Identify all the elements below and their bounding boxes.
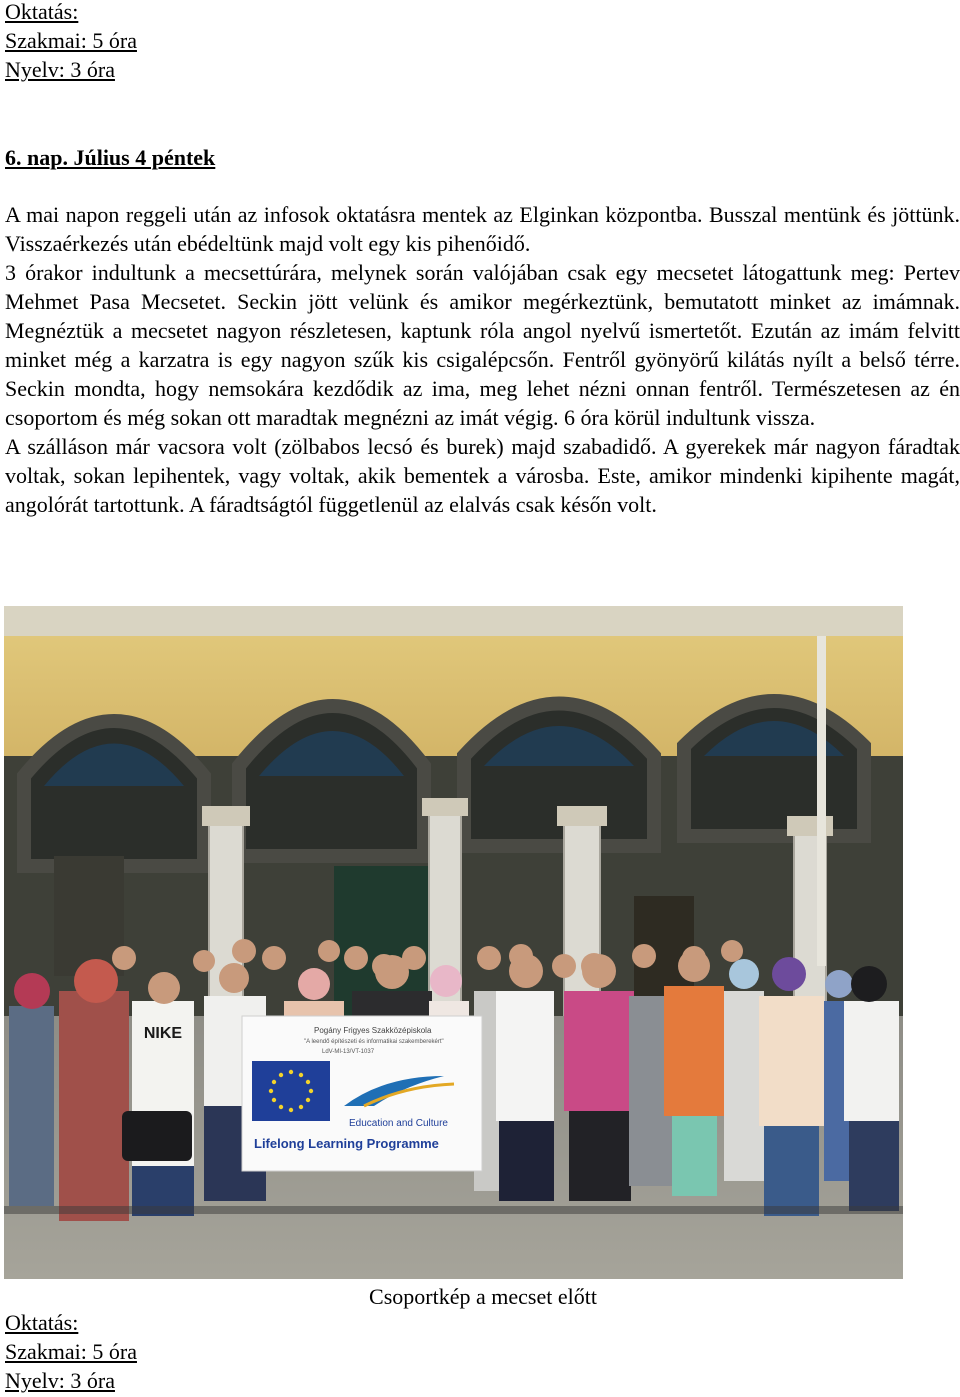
banner-school: Pogány Frigyes Szakközépiskola — [314, 1026, 432, 1035]
shirt-text: NIKE — [143, 1025, 183, 1042]
day-heading: 6. nap. Július 4 péntek — [5, 145, 216, 170]
paragraph-2: 3 órakor indultunk a mecsettúrára, melynek során valójában csak egy mecsetet látogattunk meg: Pertev Mehmet Pasa Mecsetet. Seckin jött velünk és amikor megérkeztünk, bemutatott minket az imámnak. Megnéztük a mecsetet nagyon részletesen, kaptunk róla angol nyelvű ismertetőt. Ezután az imám felvitt minket még a karzatra is egy nagyon szűk kis csigalépcsőn. Fentről gyönyörű kilátás nyílt a belső térre. Seckin mondta, hogy nemsokára kezdődik az ima, meg lehet nézni onnan fentről. Természetesen az én csoportom és még sokan ott maradtak megnézni az imát végig. 6 óra körül indultunk vissza. — [5, 260, 960, 430]
education-label-bottom: Oktatás: — [5, 1310, 79, 1335]
group-photo — [4, 606, 903, 1279]
banner-project-code: LdV-MI-13/VT-1037 — [322, 1049, 375, 1055]
language-hours-bottom: Nyelv: 3 óra — [5, 1368, 115, 1393]
paragraph-3: A szálláson már vacsora volt (zölbabos lecsó és burek) majd szabadidő. A gyerekek már nagyon fáradtak voltak, sokan lepihentek, vagy voltak, akik bementek a városba. Este, amikor mindenki kipihente magát, angolórát tartottunk. A fáradtságtól függetlenül az elalvás csak későn volt. — [5, 434, 960, 517]
photo-caption: Csoportkép a mecset előtt — [369, 1284, 597, 1309]
education-label: Oktatás: — [5, 0, 79, 24]
banner-eu-text: Education and Culture — [349, 1118, 448, 1129]
banner-motto: "A leendő építészeti és informatikai szakemberekért" — [304, 1039, 444, 1045]
banner-llp-text: Lifelong Learning Programme — [254, 1136, 439, 1151]
professional-hours-bottom: Szakmai: 5 óra — [5, 1339, 137, 1364]
paragraph-1: A mai napon reggeli után az infosok oktatásra mentek az Elginkan központba. Busszal mentünk és jöttünk. Visszaérkezés után ebédeltünk majd volt egy kis pihenőidő. — [5, 202, 960, 256]
language-hours: Nyelv: 3 óra — [5, 57, 115, 82]
professional-hours: Szakmai: 5 óra — [5, 28, 137, 53]
banner — [242, 1016, 482, 1171]
body-text — [5, 200, 960, 519]
